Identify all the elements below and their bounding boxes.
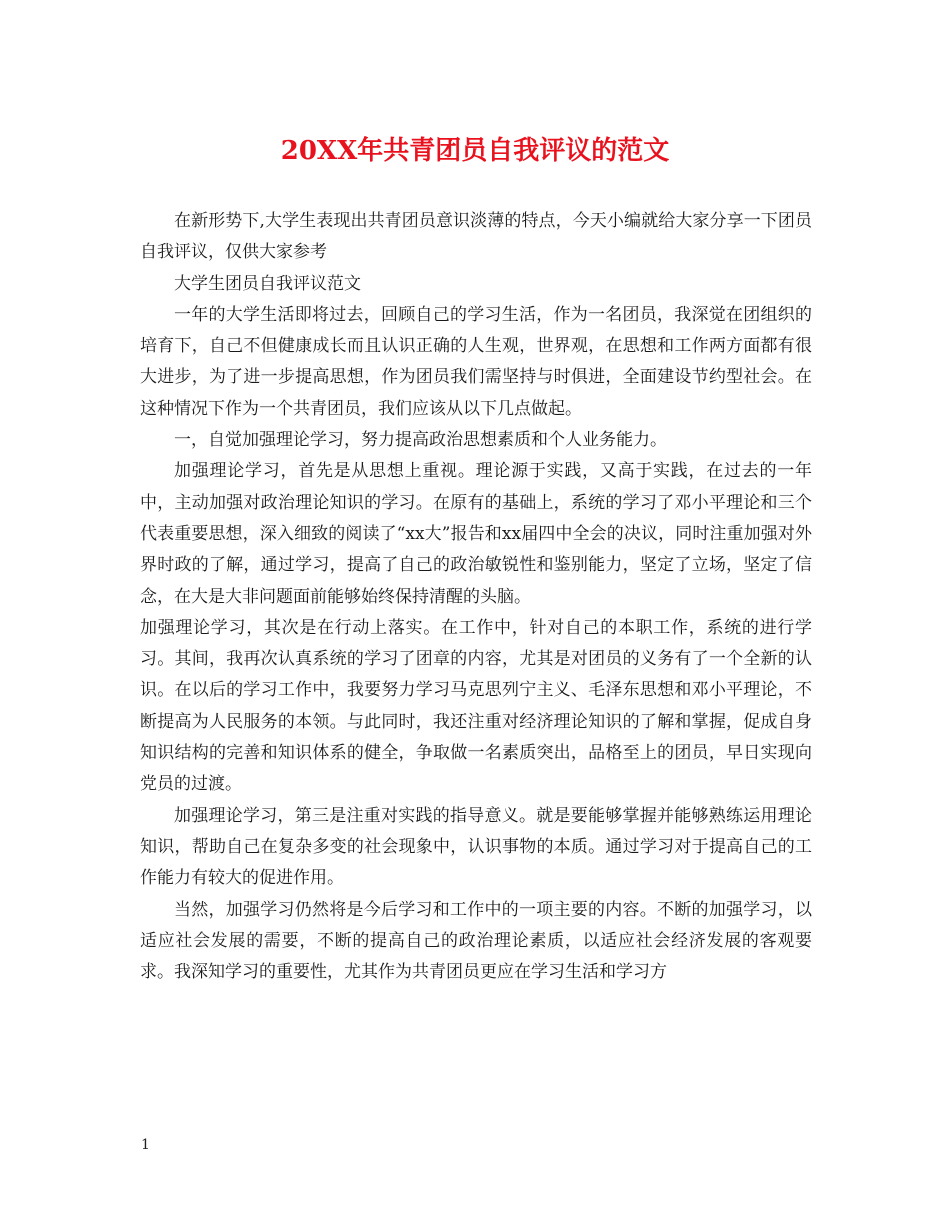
paragraph-intro: 在新形势下,大学生表现出共青团员意识淡薄的特点，今天小编就给大家分享一下团员自我评议，仅供大家参考	[140, 211, 812, 263]
paragraph-point-one: 一，自觉加强理论学习，努力提高政治思想素质和个人业务能力。	[174, 430, 667, 451]
page-number: 1	[141, 1137, 150, 1153]
paragraph-subtitle: 大学生团员自我评议范文	[174, 273, 361, 294]
document-title: 20XX年共青团员自我评议的范文	[280, 136, 670, 166]
paragraph-theory-second: 加强理论学习，其次是在行动上落实。在工作中，针对自己的本职工作，系统的进行学习。其间，我再次认真系统的学习了团章的内容，尤其是对团员的义务有了一个全新的认识。在以后的学习工作中，我要努力学习马克思列宁主义、毛泽东思想和邓小平理论，不断提高为人民服务的本领。与此同时，我还注重对经济理论知识的了解和掌握，促成自身知识结构的完善和知识体系的健全，争取做一名素质突出，品格至上的团员，早日实现向党员的过渡。	[140, 617, 812, 795]
paragraph-theory-first: 加强理论学习，首先是从思想上重视。理论源于实践，又高于实践，在过去的一年中，主动加强对政治理论知识的学习。在原有的基础上，系统的学习了邓小平理论和三个代表重要思想，深入细致的阅读了“xx大”报告和xx届四中全会的决议，同时注重加强对外界时政的了解，通过学习，提高了自己的政治敏锐性和鉴别能力，坚定了立场，坚定了信念，在大是大非问题面前能够始终保持清醒的头脑。	[140, 461, 812, 607]
paragraph-theory-third: 加强理论学习，第三是注重对实践的指导意义。就是要能够掌握并能够熟练运用理论知识，帮助自己在复杂多变的社会现象中，认识事物的本质。通过学习对于提高自己的工作能力有较大的促进作用。	[140, 805, 812, 889]
paragraph-conclusion: 当然，加强学习仍然将是今后学习和工作中的一项主要的内容。不断的加强学习，以适应社会发展的需要，不断的提高自己的政治理论素质，以适应社会经济发展的客观要求。我深知学习的重要性，尤其作为共青团员更应在学习生活和学习方	[140, 899, 812, 983]
paragraph-overview: 一年的大学生活即将过去，回顾自己的学习生活，作为一名团员，我深觉在团组织的培育下，自己不但健康成长而且认识正确的人生观，世界观，在思想和工作两方面都有很大进步，为了进一步提高思想，作为团员我们需坚持与时俱进，全面建设节约型社会。在这种情况下作为一个共青团员，我们应该从以下几点做起。	[140, 304, 812, 419]
document-body	[140, 206, 812, 988]
